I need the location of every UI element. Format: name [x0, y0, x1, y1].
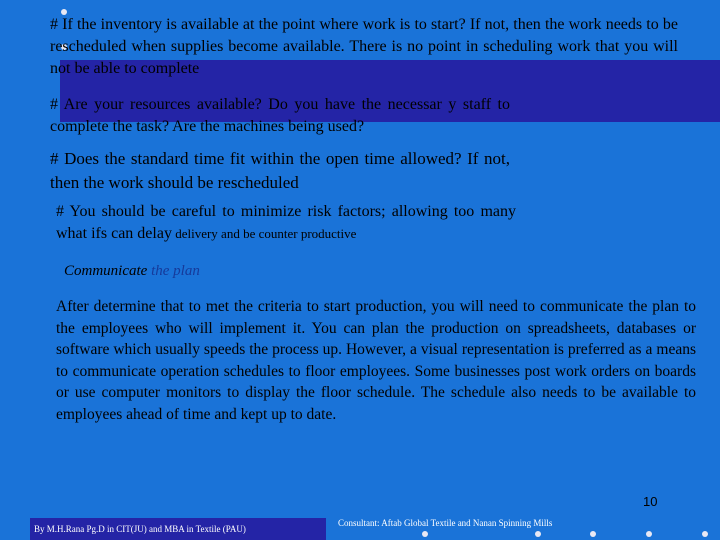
bullet-dot [535, 531, 541, 537]
bullet-dot [702, 531, 708, 537]
footer-author: By M.H.Rana Pg.D in CIT(JU) and MBA in Textile (PAU) [30, 518, 326, 540]
section-heading [64, 263, 200, 280]
risk-small-text: delivery and be counter productive [171, 226, 357, 241]
bullet-dot [422, 531, 428, 537]
paragraph-communicate-plan: After determine that to met the criteria to start production, you will need to communicate the plan to the employees who will implement it. You can plan the production on spreadsheets, databases or software which usually speeds the process up. However, a visual representation is preferred as a means to communicate operation schedules to floor employees. Some businesses post work orders on boards or use computer monitors to display the floor schedule. The schedule also needs to be available to employees ahead of time and kept up to date. [56, 298, 696, 423]
heading-rest: the plan [147, 263, 200, 279]
risk-main-text: # You should be careful to minimize risk factors; allowing too many what ifs can delay [56, 203, 516, 242]
page-number: 10 [643, 494, 658, 509]
paragraph-standard-time: # Does the standard time fit within the open time allowed? If not, then the work should be rescheduled [50, 149, 510, 192]
paragraph-resources: # Are your resources available? Do you have the necessar y staff to complete the task? Are the machines being used? [50, 96, 510, 135]
paragraph-inventory: # If the inventory is available at the point where work is to start? If not, then the work needs to be rescheduled when supplies become available. There is no point in scheduling work that you will not be able to complete [50, 16, 678, 77]
footer-consultant: Consultant: Aftab Global Textile and Nanan Spinning Mills [338, 518, 553, 528]
paragraph-risk-factors [56, 201, 516, 245]
bullet-dot [590, 531, 596, 537]
heading-word: Communicate [64, 263, 148, 279]
bullet-dot [646, 531, 652, 537]
